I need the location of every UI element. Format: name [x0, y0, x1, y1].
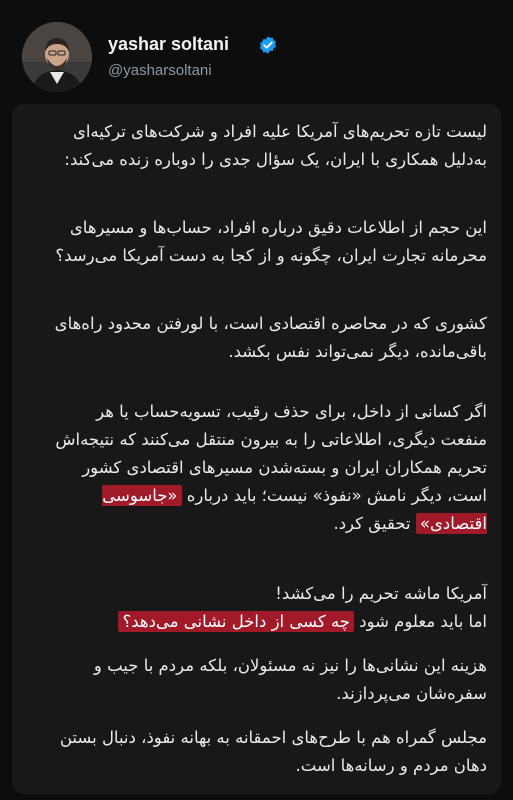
author-name[interactable]: yashar soltani: [108, 34, 230, 54]
tweet-paragraph-4: [47, 398, 487, 538]
highlight-who-informs: چه کسی از داخل نشانی می‌دهد؟: [118, 611, 354, 632]
paragraph-5-line-1: آمریکا ماشه تحریم را می‌کشد!: [275, 584, 487, 603]
paragraph-4-end: تحقیق کرد.: [333, 514, 416, 533]
verified-badge-icon: [258, 35, 278, 55]
highlight-economic-espionage: «جاسوسی اقتصادی»: [102, 486, 487, 533]
tweet-paragraph-5: [47, 580, 487, 636]
paragraph-5-line-2: [47, 608, 487, 636]
author-handle[interactable]: @yasharsoltani: [108, 62, 212, 79]
avatar[interactable]: [22, 22, 92, 92]
tweet-paragraph-1: لیست تازه تحریم‌های آمریکا علیه افراد و شرکت‌های ترکیه‌ای به‌دلیل همکاری با ایران، یک سؤال جدی را دوباره زنده می‌کند:: [64, 122, 487, 169]
tweet-paragraph-7: مجلس گمراه هم با طرح‌های احمقانه به بهانه نفوذ، دنبال بستن دهان مردم و رسانه‌ها است.: [59, 728, 487, 775]
paragraph-4-text: اگر کسانی از داخل، برای حذف رقیب، تسویه‌حساب یا هر منفعت دیگری، اطلاعاتی را به بیرون منتقل می‌کنند که نتیجه‌اش تحریم همکاران ایران و بسته‌شدن مسیرهای اقتصادی کشور است، دیگر نامش «نفوذ» نیست؛ باید درباره: [55, 402, 487, 505]
tweet-header: [0, 0, 513, 100]
tweet-paragraph-3: کشوری که در محاصره اقتصادی است، با لورفتن محدود راه‌های باقی‌مانده، دیگر نمی‌تواند نفس بکشد.: [54, 314, 487, 361]
paragraph-5-text: اما باید معلوم شود: [354, 612, 487, 631]
avatar-image: [22, 22, 92, 92]
tweet-paragraph-6: هزینه این نشانی‌ها را نیز نه مسئولان، بلکه مردم با جیب و سفره‌شان می‌پردازند.: [93, 656, 487, 703]
tweet-paragraph-2: این حجم از اطلاعات دقیق درباره افراد، حساب‌ها و مسیرهای محرمانه تجارت ایران، چگونه و از کجا به دست آمریکا می‌رسد؟: [55, 218, 487, 265]
